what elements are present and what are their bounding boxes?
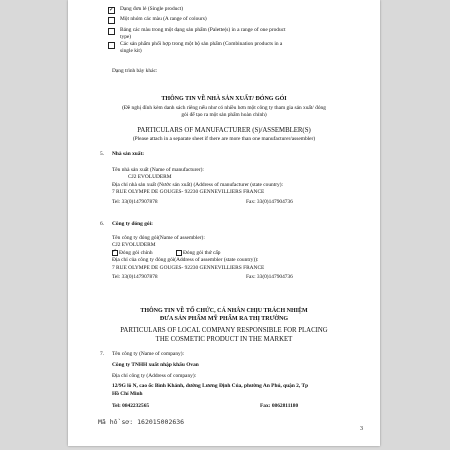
assembler-name-label: Tên công ty đóng gói(Name of assembler): <box>112 235 205 241</box>
page-number: 3 <box>360 426 363 432</box>
manufacturer-name-label: Tên nhà sản xuất (Name of manufacturer): <box>112 167 204 173</box>
option-combination-line2: single kit) <box>120 48 142 54</box>
assembler-primary-option <box>112 250 153 256</box>
manufacturer-note-vn-1: (Đề nghị đính kèm danh sách riêng nếu như có nhiều hơn một công ty tham gia sản xuất/ đóng <box>122 105 326 111</box>
document-page <box>68 0 380 446</box>
checkbox-secondary-packaging[interactable] <box>176 250 182 256</box>
item-6-number: 6. <box>100 221 105 227</box>
checkbox-primary-packaging[interactable] <box>112 250 118 256</box>
checkbox-single-product[interactable] <box>108 7 115 14</box>
option-single-product: Dạng đơn lẻ (Single product) <box>120 6 184 12</box>
file-number: Mã hồ sơ: 162015002636 <box>98 418 185 426</box>
item-6-label: Công ty đóng gói: <box>112 221 153 227</box>
manufacturer-title-en: PARTICULARS OF MANUFACTURER (S)/ASSEMBLER(S) <box>137 127 311 134</box>
item-7-number: 7. <box>100 351 105 357</box>
company-name: Công ty TNHH xuất nhập khẩu Ovan <box>112 362 199 368</box>
manufacturer-address-value: 7 RUE OLYMPE DE GOUGES- 92230 GENNEVILLIERS FRANCE <box>112 189 265 195</box>
company-address-label: Địa chỉ công ty (Address of company): <box>112 373 197 379</box>
item-7-label: Tên công ty (Name of company): <box>112 351 184 357</box>
manufacturer-fax: Fax: 33(0)147904736 <box>246 199 293 205</box>
manufacturer-address-label: Địa chỉ nhà sản xuất (Nước sản xuất) (Address of manufacturer (state country): <box>112 182 284 188</box>
manufacturer-name-value: CJ2 EVOLUDERM <box>128 174 172 180</box>
item-5-number: 5. <box>100 151 105 157</box>
option-combination-line1: Các sản phẩm phối hợp trong một bộ sản phẩm (Combination products in a <box>120 41 283 47</box>
company-address-line1: 12/9G lô N, cao ốc Bình Khánh, đường Lương Định Của, phường An Phú, quận 2, Tp <box>112 383 309 389</box>
assembler-address-label: Địa chỉ của công ty đóng gói(Address of assembler (state country)): <box>112 257 259 263</box>
manufacturer-note-en: (Please attach in a separate sheet if there are more than one manufacturer/assembler) <box>132 136 316 142</box>
manufacturer-note-vn-2: gói để tạo ra một sản phẩm hoàn chỉnh) <box>181 112 267 118</box>
assembler-secondary-option <box>176 250 221 256</box>
checkbox-combination-kit[interactable] <box>108 42 115 49</box>
local-title-vn-2: ĐƯA SẢN PHẨM MỸ PHẨM RA THỊ TRƯỜNG <box>159 316 289 322</box>
company-address-line2: Hồ Chí Minh <box>112 391 143 397</box>
option-palette-line1: Bảng các màu trong một dạng sản phẩm (Palette(s) in a range of one product <box>120 27 286 33</box>
checkbox-range-colours[interactable] <box>108 17 115 24</box>
option-palette-line2: type) <box>120 34 132 40</box>
local-title-en-2: THE COSMETIC PRODUCT IN THE MARKET <box>155 336 293 343</box>
assembler-tel: Tel: 33(0)147907878 <box>112 274 158 280</box>
item-5-label: Nhà sản xuất: <box>112 151 145 157</box>
manufacturer-tel: Tel: 33(0)147907878 <box>112 199 158 205</box>
assembler-name-value: CJ2 EVOLUDERM <box>112 242 156 248</box>
assembler-fax: Fax: 33(0)147904736 <box>246 274 293 280</box>
assembler-address-value: 7 RUE OLYMPE DE GOUGES- 92230 GENNEVILLIERS FRANCE <box>112 265 265 271</box>
local-title-en-1: PARTICULARS OF LOCAL COMPANY RESPONSIBLE FOR PLACING <box>120 327 328 334</box>
secondary-packaging-label: Đóng gói thứ cấp <box>183 250 221 257</box>
checkbox-palette[interactable] <box>108 28 115 35</box>
other-form-label: Dạng trình bày khác: <box>112 68 158 74</box>
primary-packaging-label: Đóng gói chính <box>119 250 153 257</box>
manufacturer-title-vn: THÔNG TIN VỀ NHÀ SẢN XUẤT/ ĐÓNG GÓI <box>161 96 287 102</box>
company-fax: Fax: 0862811180 <box>260 403 299 409</box>
local-title-vn-1: THÔNG TIN VỀ TỔ CHỨC, CÁ NHÂN CHỊU TRÁCH NHIỆM <box>140 308 308 314</box>
company-tel: Tel: 0842232565 <box>112 403 150 409</box>
option-range-colours: Một nhóm các màu (A range of colours) <box>120 16 207 22</box>
